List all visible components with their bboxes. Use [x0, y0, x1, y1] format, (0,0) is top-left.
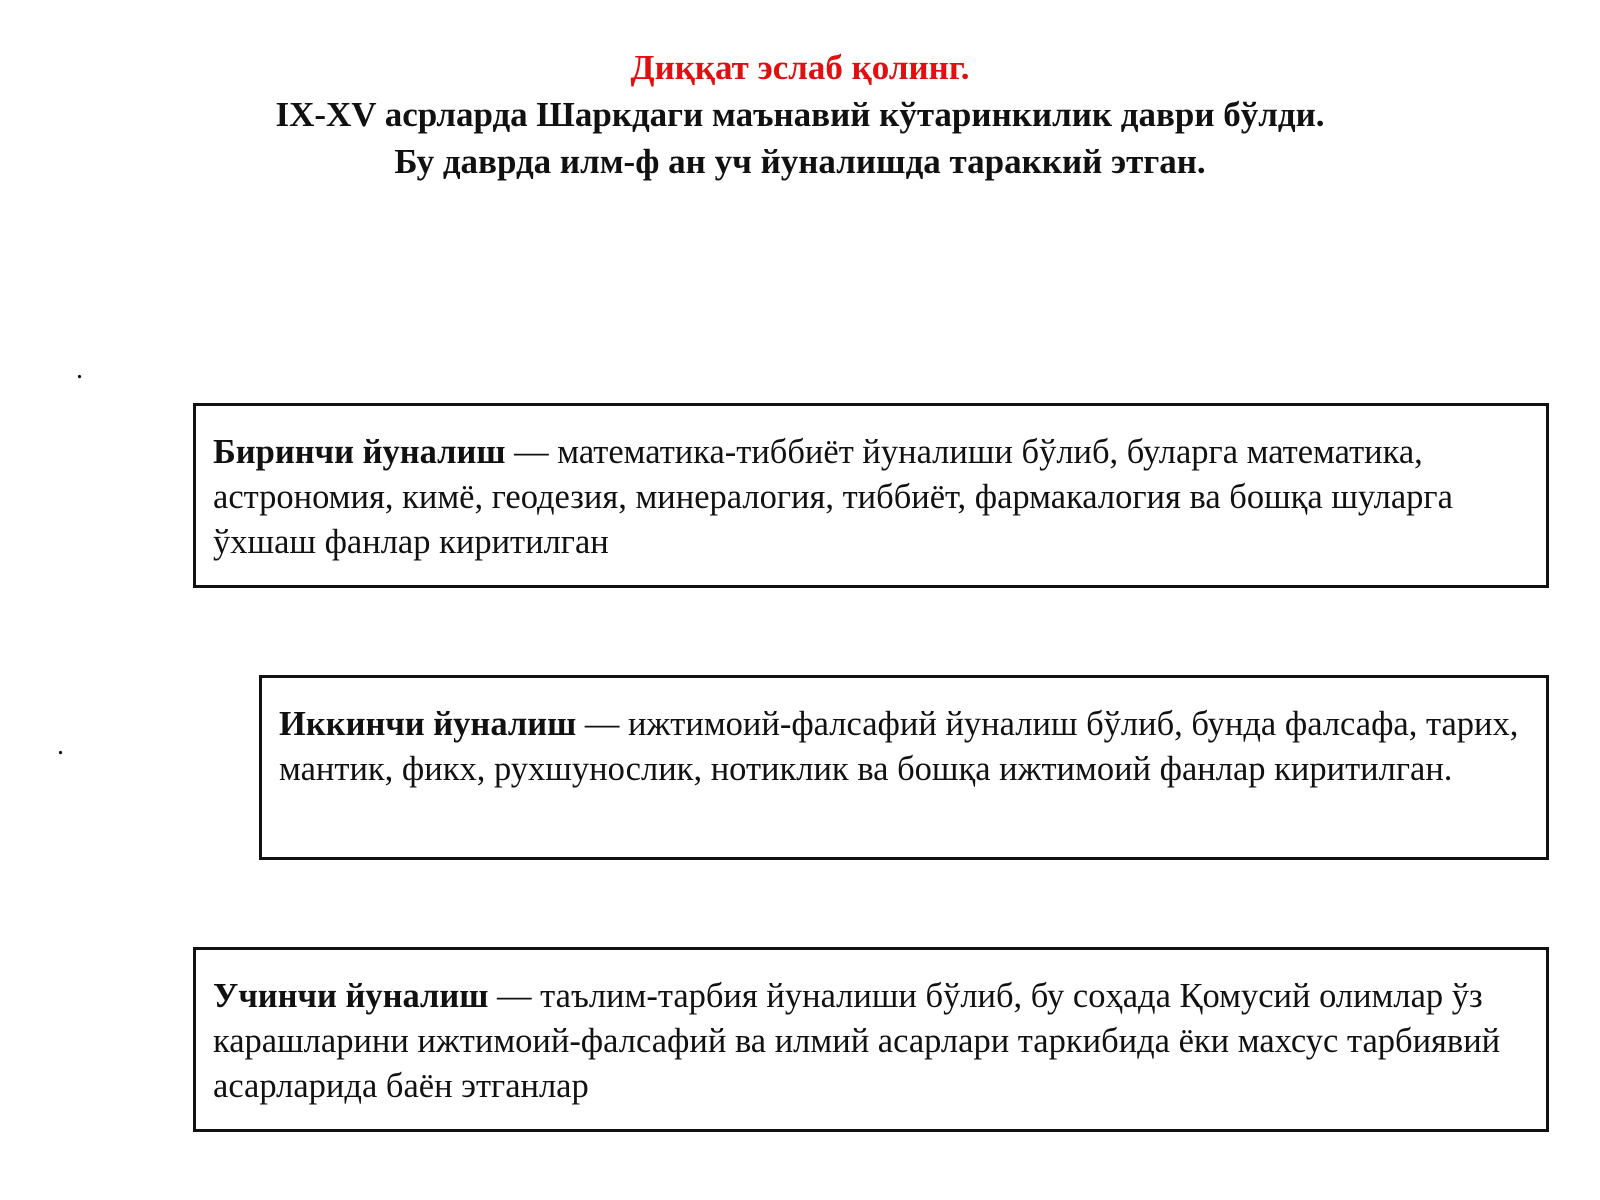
- direction-box-third: [193, 947, 1549, 1132]
- subtitle-line-1: IX-XV асрларда Шаркдаги маънавий кўтаринкилик даври бўлди.: [275, 95, 1325, 134]
- direction-title: Иккинчи йуналиш: [279, 705, 577, 743]
- direction-title: Учинчи йуналиш: [213, 977, 489, 1015]
- attention-heading: Диққат эслаб қолинг.: [630, 48, 970, 87]
- direction-description: — таълим-тарбия йуналиши бўлиб, бу соҳада Қомусий олимлар ўз карашларини ижтимоий-фалсафий ва илмий асарлари таркибида ёки махсус тарбиявий асарларида баён этганлар: [213, 977, 1501, 1105]
- bullet-dot-2: .: [57, 730, 64, 761]
- direction-title: Биринчи йуналиш: [213, 433, 506, 471]
- bullet-dot-1: .: [76, 354, 83, 385]
- direction-description: — математика-тиббиёт йуналиши бўлиб, буларга математика, астрономия, кимё, геодезия, минералогия, тиббиёт, фармакалогия ва бошқа шуларга ўхшаш фанлар киритилган: [213, 433, 1453, 561]
- direction-description: — ижтимоий-фалсафий йуналиш бўлиб, бунда фалсафа, тарих, мантик, фикх, рухшунослик, нотиклик ва бошқа ижтимоий фанлар киритилган.: [279, 705, 1519, 788]
- direction-box-first: [193, 403, 1549, 588]
- slide-header: [0, 44, 1600, 185]
- direction-box-second: [259, 675, 1549, 860]
- subtitle-line-2: Бу даврда илм-ф ан уч йуналишда тараккий этган.: [394, 142, 1206, 181]
